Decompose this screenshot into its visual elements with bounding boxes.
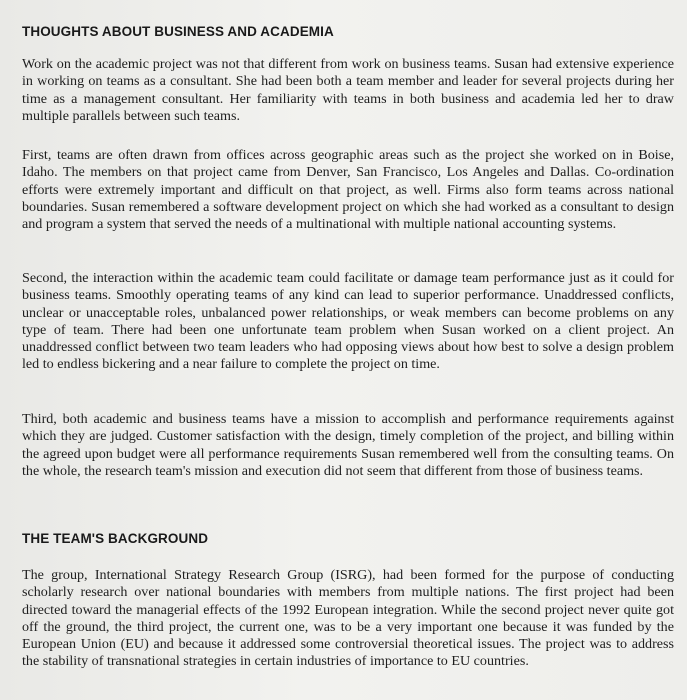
paragraph-isrg-group: The group, International Strategy Research Group (ISRG), had been formed for the purpose of conducting scholarly research over national boundaries with members from multiple nations. The first project had been directed toward the managerial effects of the 1992 European integration. While the second project never quite got off the ground, the third project, the current one, was to be a very important one because it was funded by the European Union (EU) and because it addressed some controversial theoretical issues. The project was to address the stability of transnational strategies in certain industries of importance to EU countries.: [22, 567, 674, 670]
paragraph-second-interaction: Second, the interaction within the academic team could facilitate or damage team performance just as it could for business teams. Smoothly operating teams of any kind can lead to superior performance. Unaddressed conflicts, unclear or unacceptable roles, unbalanced power relationships, or weak members can become problems on any type of team. There had been one unfortunate team problem when Susan worked on a client project. An unaddressed conflict between two team leaders who had opposing views about how best to solve a design problem led to endless bickering and a near failure to complete the project on time.: [22, 270, 674, 373]
paragraph-third-mission: Third, both academic and business teams have a mission to accomplish and performance requirements against which they are judged. Customer satisfaction with the design, timely completion of the project, and billing within the agreed upon budget were all performance requirements Susan remembered well from the consulting teams. On the whole, the research team's mission and execution did not seem that different from those of business teams.: [22, 411, 674, 479]
paragraph-first-geographic: First, teams are often drawn from offices across geographic areas such as the project she worked on in Boise, Idaho. The members on that project came from Denver, San Francisco, Los Angeles and Dallas. Co-ordination efforts were extremely important and difficult on that project, as well. Firms also form teams across national boundaries. Susan remembered a software development project on which she had worked as a consultant to design and program a system that served the needs of a multinational with multiple national accounting systems.: [22, 147, 674, 233]
section-heading-thoughts: THOUGHTS ABOUT BUSINESS AND ACADEMIA: [22, 24, 334, 39]
paragraph-academic-project: Work on the academic project was not that different from work on business teams. Susan had extensive experience in working on teams as a consultant. She had been both a team member and leader for several projects during her time as a management consultant. Her familiarity with teams in both business and academia led her to draw multiple parallels between such teams.: [22, 56, 674, 124]
section-heading-team-background: THE TEAM'S BACKGROUND: [22, 531, 209, 546]
